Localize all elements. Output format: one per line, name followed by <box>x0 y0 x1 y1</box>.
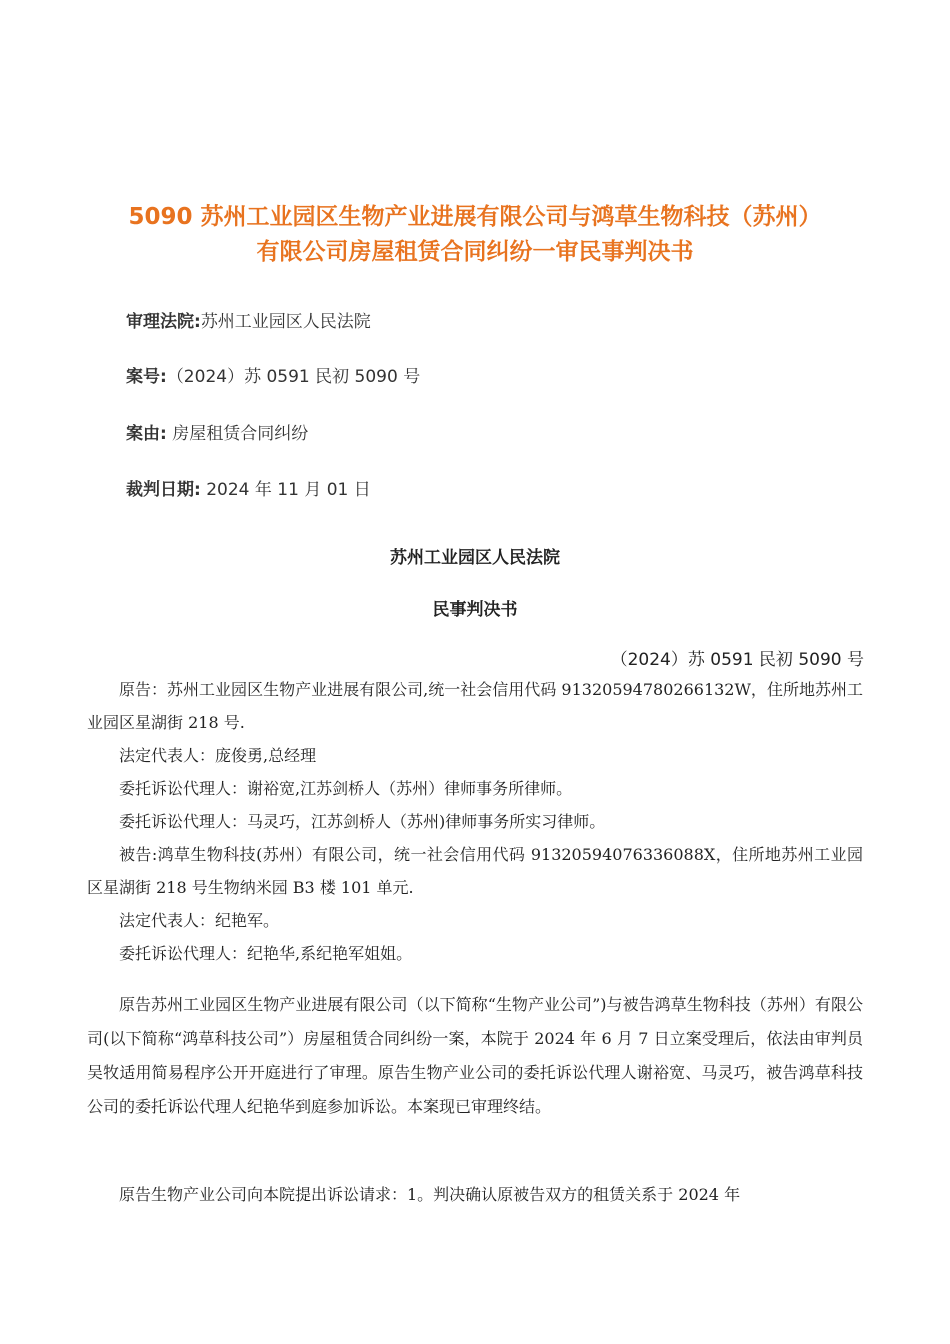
meta-case-number-label: 案号: <box>126 367 167 387</box>
party-defendant-representative: 法定代表人：纪艳军。 <box>119 911 280 930</box>
case-background-paragraph <box>87 988 863 1124</box>
paragraph-1: 原告苏州工业园区生物产业进展有限公司（以下简称“生物产业公司”)与被告鸿草生物科技（苏州）有限公司(以下简称“鸿草科技公司”）房屋租赁合同纠纷一案，本院于 2024 年 6 月 7 日立案受理后，依法由审判员吴牧适用简易程序公开开庭进行了审理。原告生物产业公司的委托诉讼代理人谢裕宽、马灵巧，被告鸿草科技公司的委托诉讼代理人纪艳华到庭参加诉讼。本案现已审理终结。 <box>87 995 863 1116</box>
meta-court-value: 苏州工业园区人民法院 <box>200 312 371 332</box>
party-plaintiff-agent-2: 委托诉讼代理人：马灵巧，江苏剑桥人（苏州)律师事务所实习律师。 <box>119 812 606 831</box>
paragraph-2: 原告生物产业公司向本院提出诉讼请求：1。判决确认原被告双方的租赁关系于 2024 年 <box>119 1185 741 1204</box>
title-line-2: 有限公司房屋租赁合同纠纷一审民事判决书 <box>256 239 694 265</box>
party-defendant-agent: 委托诉讼代理人：纪艳华,系纪艳军姐姐。 <box>119 944 413 963</box>
case-number-right: （2024）苏 0591 民初 5090 号 <box>610 650 864 670</box>
judgment-heading: 民事判决书 <box>432 600 518 620</box>
document-title <box>60 200 890 270</box>
meta-date-label: 裁判日期: <box>126 480 201 500</box>
title-line-1: 5090 苏州工业园区生物产业进展有限公司与鸿草生物科技（苏州） <box>128 204 822 230</box>
meta-date-value: 2024 年 11 月 01 日 <box>200 480 371 500</box>
party-defendant: 被告:鸿草生物科技(苏州）有限公司，统一社会信用代码 91320594076336088X，住所地苏州工业园区星湖街 218 号生物纳米园 B3 楼 101 单元. <box>87 845 863 897</box>
meta-court-label: 审理法院: <box>126 312 201 332</box>
party-plaintiff: 原告：苏州工业园区生物产业进展有限公司,统一社会信用代码 91320594780266132W，住所地苏州工业园区星湖街 218 号. <box>87 680 863 732</box>
meta-case-number <box>126 362 420 387</box>
claims-paragraph <box>87 1178 863 1212</box>
party-plaintiff-representative: 法定代表人：庞俊勇,总经理 <box>119 746 317 765</box>
party-plaintiff-agent-1: 委托诉讼代理人：谢裕宽,江苏剑桥人（苏州）律师事务所律师。 <box>119 779 573 798</box>
court-heading: 苏州工业园区人民法院 <box>390 548 560 568</box>
meta-cause-value: 房屋租赁合同纠纷 <box>166 424 309 444</box>
meta-cause <box>126 419 308 444</box>
meta-judgment-date <box>126 475 371 500</box>
meta-case-number-value: （2024）苏 0591 民初 5090 号 <box>166 367 421 387</box>
parties-section <box>87 673 863 970</box>
meta-court <box>126 307 371 332</box>
meta-cause-label: 案由: <box>126 424 167 444</box>
